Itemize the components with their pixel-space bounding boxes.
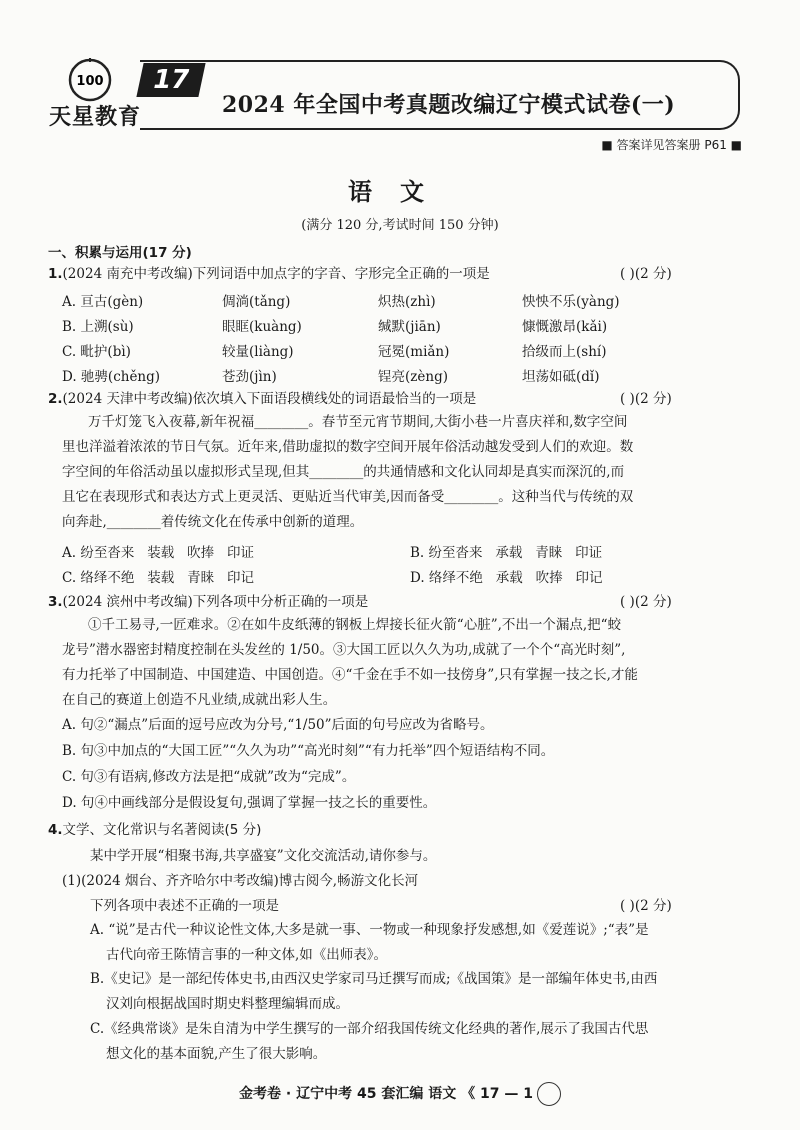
option-word: 锃亮(zèng) [378, 369, 448, 385]
option-word: 炽热(zhì) [378, 294, 436, 310]
question-2-stem [48, 389, 476, 410]
question-3-score: ( )(2 分) [620, 594, 672, 610]
option-word: 怏怏不乐(yàng) [522, 294, 620, 310]
question-3-stem [48, 592, 368, 613]
question-number: 1. [48, 266, 63, 282]
paper-number-badge: 17 [136, 63, 205, 97]
q2-option-c: C. 络绎不绝 装载 青睐 印记 [62, 570, 255, 586]
option-line: A. “说”是古代一种议论性文体,大多是就一事、一物或一种现象抒发感想,如《爱莲说》;“表”是 [90, 922, 649, 938]
answer-note: ■ 答案详见答案册 P61 ■ [601, 138, 742, 152]
option-word: A. 亘古(gèn) [62, 294, 144, 310]
q3-option-b: B. 句③中加点的“大国工匠”“久久为功”“高光时刻”“有力托举”四个短语结构不同。 [62, 743, 555, 759]
passage-line: 向奔赴,________着传统文化在传承中创新的道理。 [62, 514, 364, 530]
option-word: 缄默(jiān) [378, 319, 441, 335]
passage-line: 里也洋溢着浓浓的节日气氛。近年来,借助虚拟的数字空间开展年俗活动越发受到人们的欢迎。数 [62, 439, 634, 455]
passage-line: 万千灯笼飞入夜幕,新年祝福________。春节至元宵节期间,大街小巷一片喜庆祥和,数字空间 [88, 414, 628, 430]
q2-option-a: A. 纷至沓来 装载 吹捧 印证 [62, 545, 254, 561]
question-1-stem [48, 264, 490, 285]
q2-option-b: B. 纷至沓来 承载 青睐 印证 [410, 545, 603, 561]
passage-line: 且它在表现形式和表达方式上更灵活、更贴近当代审美,因而备受________。这种当代与传统的双 [62, 489, 634, 505]
question-text: (2024 天津中考改编)依次填入下面语段横线处的词语最恰当的一项是 [62, 391, 477, 407]
option-word: 倜淌(tǎng) [222, 294, 291, 310]
q3-option-a: A. 句②“漏点”后面的逗号应改为分号,“1/50”后面的句号应改为省略号。 [62, 717, 494, 733]
q4-sub1-score: ( )(2 分) [620, 898, 672, 914]
question-4-stem [48, 820, 261, 841]
option-word: 苍劲(jìn) [222, 369, 277, 385]
option-word: 较量(liàng) [222, 344, 294, 360]
subject-title: 语文 [348, 178, 452, 206]
option-word: 冠冕(miǎn) [378, 344, 450, 360]
exam-title: 2024 年全国中考真题改编辽宁模式试卷(一) [222, 92, 676, 118]
option-word: 眼眶(kuàng) [222, 319, 302, 335]
q4-sub1-stem: 下列各项中表述不正确的一项是 [90, 898, 279, 914]
option-word: C. 毗护(bì) [62, 344, 131, 360]
q2-option-d: D. 络绎不绝 承载 吹捧 印记 [410, 570, 603, 586]
passage-line: 字空间的年俗活动虽以虚拟形式呈现,但其________的共通情感和文化认同却是真实而深沉的,而 [62, 464, 625, 480]
option-word: 拾级而上(shí) [522, 344, 607, 360]
q4-sub1-title: (1)(2024 烟台、齐齐哈尔中考改编)博古阅今,畅游文化长河 [62, 873, 419, 889]
q4-option-a [90, 918, 750, 968]
question-number: 3. [48, 594, 63, 610]
passage-line: 有力托举了中国制造、中国建造、中国创造。④“千金在手不如一技傍身”,只有掌握一技之长,才能 [62, 667, 638, 683]
question-number: 2. [48, 391, 63, 407]
q3-option-c: C. 句③有语病,修改方法是把“成就”改为“完成”。 [62, 769, 356, 785]
question-text: (2024 南充中考改编)下列词语中加点字的字音、字形完全正确的一项是 [62, 266, 490, 282]
question-1-score: ( )(2 分) [620, 266, 672, 282]
q1-option-row-a [62, 290, 143, 310]
exam-info: (满分 120 分,考试时间 150 分钟) [301, 218, 499, 233]
option-line: C.《经典常谈》是朱自清为中学生撰写的一部介绍我国传统文化经典的著作,展示了我国古代思 [90, 1021, 649, 1037]
passage-line: ①千工易寻,一匠难求。②在如牛皮纸薄的钢板上焊接长征火箭“心脏”,不出一个漏点,把“蛟 [88, 617, 622, 633]
option-word: B. 上溯(sù) [62, 319, 134, 335]
option-word: D. 驰骋(chěng) [62, 369, 161, 385]
brand-name: 天星教育 [49, 105, 142, 130]
q3-option-d: D. 句④中画线部分是假设复句,强调了掌握一技之长的重要性。 [62, 795, 437, 811]
option-word: 慷慨激昂(kǎi) [522, 319, 608, 335]
q2-passage [62, 410, 742, 535]
option-line: 想文化的基本面貌,产生了很大影响。 [106, 1046, 327, 1062]
page-footer [0, 1082, 800, 1106]
question-2-score: ( )(2 分) [620, 391, 672, 407]
brand-logo-icon [66, 56, 114, 104]
q4-option-b [90, 967, 750, 1017]
footer-text: 金考卷 · 辽宁中考 45 套汇编 语文 《 17 — 1 [239, 1086, 533, 1102]
passage-line: 在自己的赛道上创造不凡业绩,成就出彩人生。 [62, 692, 337, 708]
option-word: 坦荡如砥(dǐ) [522, 369, 600, 385]
option-line: 古代向帝王陈情言事的一种文体,如《出师表》。 [106, 947, 388, 963]
q4-intro: 某中学开展“相聚书海,共享盛宴”文化交流活动,请你参与。 [90, 848, 437, 864]
option-line: 汉刘向根据战国时期史料整理编辑而成。 [106, 996, 349, 1012]
q4-option-c [90, 1017, 750, 1067]
footer-logo-icon [537, 1082, 561, 1106]
question-text: 文学、文化常识与名著阅读(5 分) [62, 822, 262, 838]
passage-line: 龙号”潜水器密封精度控制在头发丝的 1/50。③大国工匠以久久为功,成就了一个个“高光时刻”, [62, 642, 626, 658]
svg-text:100: 100 [76, 74, 104, 89]
q3-passage [62, 613, 752, 713]
question-text: (2024 滨州中考改编)下列各项中分析正确的一项是 [62, 594, 369, 610]
question-number: 4. [48, 822, 63, 838]
section-title: 一、积累与运用(17 分) [48, 245, 192, 261]
option-line: B.《史记》是一部纪传体史书,由西汉史学家司马迁撰写而成;《战国策》是一部编年体史书,由西 [90, 971, 658, 987]
